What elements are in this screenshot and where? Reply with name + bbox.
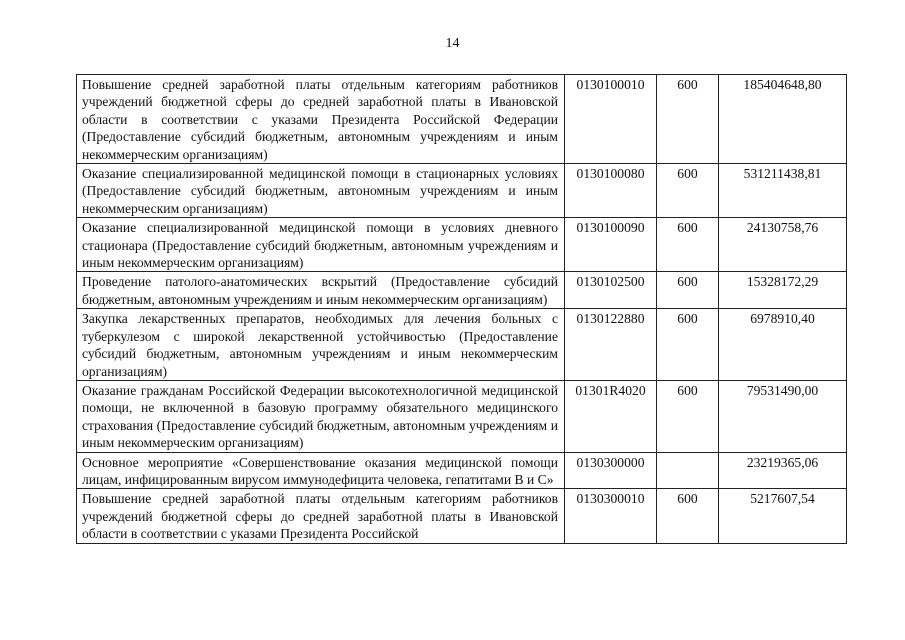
row-code-cell: 0130300010 [565, 489, 657, 543]
table-row [77, 218, 847, 272]
row-type-cell: 600 [657, 380, 719, 452]
budget-table [76, 74, 847, 544]
table-row [77, 452, 847, 489]
table-row [77, 272, 847, 309]
row-code-cell: 0130122880 [565, 309, 657, 381]
row-code-cell: 01301R4020 [565, 380, 657, 452]
row-amount-cell: 185404648,80 [719, 75, 847, 164]
row-code-cell: 0130102500 [565, 272, 657, 309]
row-amount-cell: 23219365,06 [719, 452, 847, 489]
table-row [77, 164, 847, 218]
row-name-cell: Повышение средней заработной платы отдельным категориям работников учреждений бюджетной сферы до средней заработной платы в Ивановской области в соответствии с указами Президента Российской [77, 489, 565, 543]
row-type-cell: 600 [657, 489, 719, 543]
row-amount-cell: 15328172,29 [719, 272, 847, 309]
table-row [77, 309, 847, 381]
row-amount-cell: 531211438,81 [719, 164, 847, 218]
table-row [77, 75, 847, 164]
row-amount-cell: 79531490,00 [719, 380, 847, 452]
row-name-cell: Оказание специализированной медицинской помощи в условиях дневного стационара (Предоставление субсидий бюджетным, автономным учреждениям и иным некоммерческим организациям) [77, 218, 565, 272]
row-type-cell: 600 [657, 272, 719, 309]
row-name-cell: Повышение средней заработной платы отдельным категориям работников учреждений бюджетной сферы до средней заработной платы в Ивановской области в соответствии с указами Президента Российской Федерации (Предоставление субсидий бюджетным, автономным учреждениям и иным некоммерческим организациям) [77, 75, 565, 164]
row-code-cell: 0130100080 [565, 164, 657, 218]
row-name-cell: Проведение патолого-анатомических вскрытий (Предоставление субсидий бюджетным, автономным учреждениям и иным некоммерческим организациям) [77, 272, 565, 309]
row-code-cell: 0130100090 [565, 218, 657, 272]
row-code-cell: 0130100010 [565, 75, 657, 164]
row-name-cell: Оказание специализированной медицинской помощи в стационарных условиях (Предоставление субсидий бюджетным, автономным учреждениям и иным некоммерческим организациям) [77, 164, 565, 218]
row-type-cell: 600 [657, 75, 719, 164]
table-row [77, 489, 847, 543]
row-name-cell: Основное мероприятие «Совершенствование оказания медицинской помощи лицам, инфицированным вирусом иммунодефицита человека, гепатитами В и С» [77, 452, 565, 489]
row-type-cell: 600 [657, 309, 719, 381]
row-amount-cell: 6978910,40 [719, 309, 847, 381]
row-code-cell: 0130300000 [565, 452, 657, 489]
row-name-cell: Закупка лекарственных препаратов, необходимых для лечения больных с туберкулезом с широкой лекарственной устойчивостью (Предоставление субсидий бюджетным, автономным учреждениям и иным некоммерческим организациям) [77, 309, 565, 381]
row-amount-cell: 24130758,76 [719, 218, 847, 272]
row-type-cell [657, 452, 719, 489]
row-type-cell: 600 [657, 218, 719, 272]
row-amount-cell: 5217607,54 [719, 489, 847, 543]
row-name-cell: Оказание гражданам Российской Федерации высокотехнологичной медицинской помощи, не включенной в базовую программу обязательного медицинского страхования (Предоставление субсидий бюджетным, автономным учреждениям и иным некоммерческим организациям) [77, 380, 565, 452]
table-row [77, 380, 847, 452]
row-type-cell: 600 [657, 164, 719, 218]
page-number: 14 [445, 36, 460, 51]
